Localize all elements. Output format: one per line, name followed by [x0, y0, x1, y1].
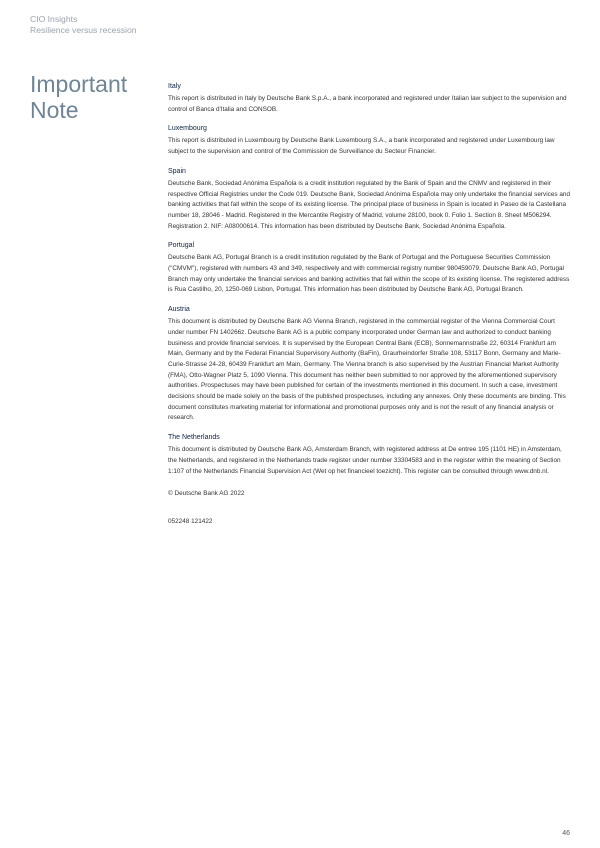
section-heading: The Netherlands — [168, 434, 220, 442]
section-spain — [168, 167, 572, 233]
copyright-notice: © Deutsche Bank AG 2022 — [168, 490, 245, 498]
section-portugal — [168, 241, 572, 296]
document-code: 052248 121422 — [168, 518, 213, 526]
section-heading: Spain — [168, 167, 186, 175]
section-body: Deutsche Bank, Sociedad Anónima Española is a credit institution regulated by the Bank of Spain and the CNMV and registered in their respective Official Registries under the Code 019. Deutsche Bank, Sociedad Anónima Española may only undertake the financial services and banking activities that fall within the scope of its existing license. The principal place of business in Spain is located in Paseo de la Castellana number 18, 28046 - Madrid. Registered in the Mercantile Registry of Madrid, volume 28100, book 0. Folio 1. Section 8. Sheet M506294. Registration 2. NIF: A08000614. This information has been distributed by Deutsche Bank, Sociedad Anónima Española. — [168, 179, 571, 230]
running-header — [30, 14, 137, 36]
section-heading: Portugal — [168, 242, 195, 250]
section-body: Deutsche Bank AG, Portugal Branch is a credit institution regulated by the Bank of Portugal and the Portuguese Securities Commission ("CMVM"), registered with numbers 43 and 349, respectively and with commercial registry number 980459079. Deutsche Bank AG, Portugal Branch may only undertake the financial services and banking activities that fall within the scope of its existing license. The registered address is Rua Castilho, 20, 1250-069 Lisbon, Portugal. This information has been distributed by Deutsche Bank AG, Portugal Branch. — [168, 254, 570, 294]
section-title-line-1: Important — [30, 71, 128, 97]
section-heading: Austria — [168, 306, 190, 314]
section-body: This report is distributed in Italy by Deutsche Bank S.p.A., a bank incorporated and registered under Italian law subject to the supervision and control of Banca d'Italia and CONSOB. — [168, 95, 567, 113]
disclaimer-content — [168, 82, 572, 527]
section-heading: Italy — [168, 83, 181, 90]
header-report-title: Resilience versus recession — [30, 25, 137, 35]
page-number: 46 — [562, 830, 570, 837]
section-luxembourg — [168, 124, 572, 157]
section-body: This document is distributed by Deutsche Bank AG, Amsterdam Branch, with registered address at De entree 195 (1101 HE) in Amsterdam, the Netherlands, and registered in the Netherlands trade register under number 33304583 and in the register within the meaning of Section 1:107 of the Netherlands Financial Supervision Act (Wet op het financieel toezicht). This register can be consulted through www.dnb.nl. — [168, 446, 562, 475]
section-heading: Luxembourg — [168, 125, 207, 133]
section-title-line-2: Note — [30, 97, 79, 123]
section-body: This document is distributed by Deutsche Bank AG Vienna Branch, registered in the commercial register of the Vienna Commercial Court under number FN 140266z. Deutsche Bank AG is a public company incorporated under German law and authorized to conduct banking business and provide financial services. It is supervised by the European Central Bank (ECB), Sonnemannstraße 22, 60314 Frankfurt am Main, Germany and by the Federal Financial Supervisory Authority (BaFin), Graurheindorfer Straße 108, 53117 Bonn, Germany and Marie-Curie-Strasse 24-28, 60439 Frankfurt am Main, Germany. The Vienna branch is also supervised by the Austrian Financial Market Authority (FMA), Otto-Wagner Platz 5, 1090 Vienna. This document has neither been submitted to nor approved by the aforementioned supervisory authorities. Prospectuses may have been published for certain of the investments mentioned in this document. In such a case, investment decisions should be made solely on the basis of the published prospectuses, including any annexes. Only these documents are binding. This document constitutes marketing material for informational and promotional purposes only and is not the result of any financial analysis or research. — [168, 318, 566, 422]
section-netherlands — [168, 433, 572, 477]
section-title — [30, 71, 127, 123]
section-body: This report is distributed in Luxembourg by Deutsche Bank Luxembourg S.A., a bank incorporated and registered under Luxembourg law subject to the supervision and control of the Commission de Surveillance du Secteur Financier. — [168, 137, 555, 156]
section-austria — [168, 305, 572, 424]
header-report-series: CIO Insights — [30, 14, 78, 24]
section-italy — [168, 82, 572, 115]
